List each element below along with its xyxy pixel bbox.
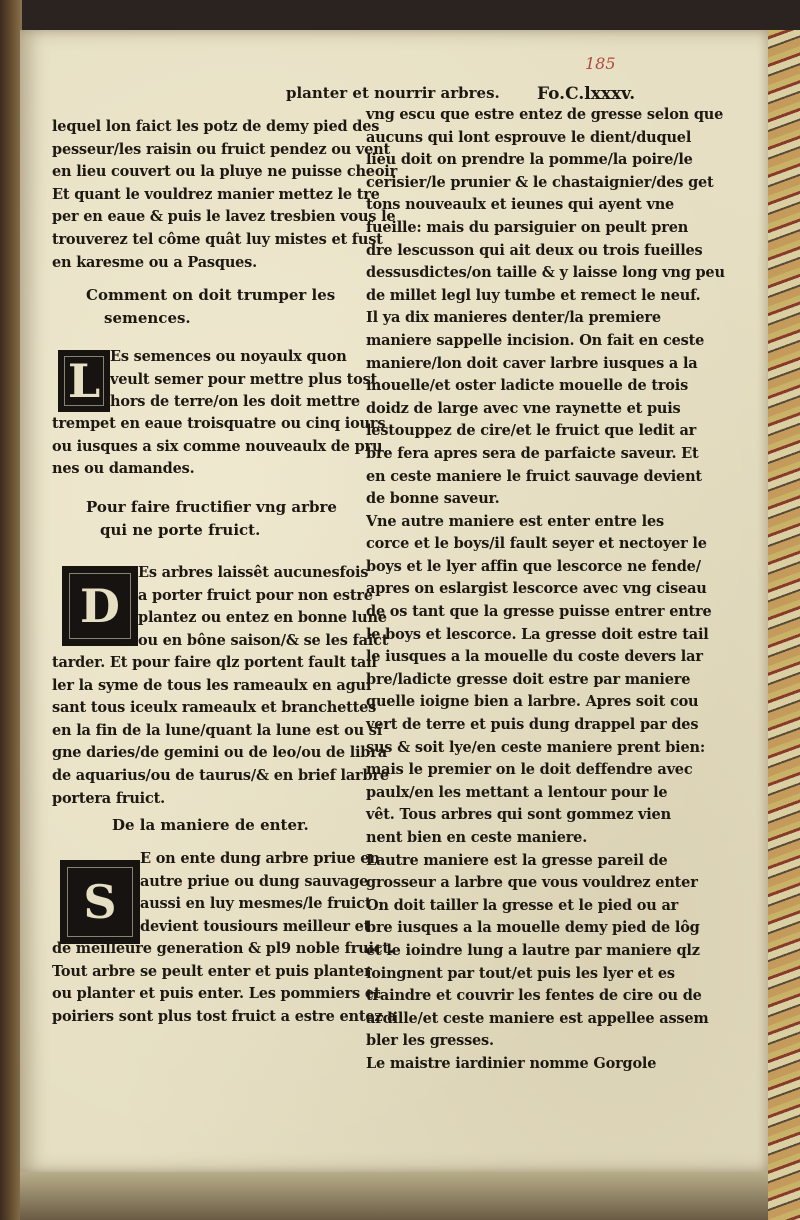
section-heading-trempe [86,284,335,329]
text-line: nent bien en ceste maniere. [366,829,588,846]
text-line: traindre et couvrir les fentes de cire ou de [366,987,702,1005]
text-line: doidz de large avec vne raynette et puis [366,399,681,417]
text-line: ler la syme de tous les rameaulx en agui [52,676,372,694]
text-line: E on ente dung arbre priue en [140,850,380,867]
text-line: lieu doit on prendre la pomme/la poire/le [366,151,693,169]
paragraph-semences-bottom [52,413,386,481]
initial-letter: L [67,354,101,408]
initial-ornament-frame [67,867,133,937]
text-line: bler les gresses. [366,1032,494,1050]
text-line: bre fera apres sera de parfaicte saveur. Et [366,444,699,462]
text-line: de meilleure generation & pl9 noble fruict. [52,940,394,957]
marbled-endpaper [768,30,800,1220]
text-line: trempet en eaue troisquatre ou cinq iours [52,415,386,432]
heading-line: qui ne porte fruict. [100,520,261,539]
decorated-initial-d [62,566,138,646]
text-line: mouelle/et oster ladicte mouelle de trois [366,377,689,395]
text-line: per en eaue & puis le lavez tresbien vous le [52,208,396,226]
text-line: plantez ou entez en bonne lune [138,609,387,627]
text-line: a porter fruict pour non estre [138,586,373,604]
text-line: ou en bône saison/& se les faict [138,631,389,649]
paragraph-semences-top [110,346,378,414]
text-line: boys et le lyer affin que lescorce ne fende/ [366,557,701,575]
text-line: en ceste maniere le fruict sauvage devient [366,467,702,485]
text-line: maniere sappelle incision. On fait en ceste [366,331,705,349]
page-number-annotation: 185 [585,54,616,73]
initial-letter: S [83,875,117,929]
text-line: aucuns qui lont esprouve le dient/duquel [366,128,692,146]
page-bottom-edge [20,1172,768,1220]
heading-line: Comment on doit trumper les [86,286,336,304]
text-line: dessusdictes/on taille & y laisse long vng peu [366,264,725,282]
text-line: Lautre maniere est la gresse pareil de [366,851,668,869]
text-line: autre priue ou dung sauvage [140,872,369,890]
text-line: dre lescusson qui ait deux ou trois fueilles [366,241,703,259]
left-intro-text [52,116,398,274]
text-line: Le maistre iardinier nomme Gorgole [366,1054,657,1072]
text-line: apres on eslargist lescorce avec vng ciseau [366,580,707,598]
paragraph-fructifier-bottom [52,652,389,810]
text-line: grosseur a larbre que vous vouldrez enter [366,874,698,892]
text-line: mais le premier on le doit deffendre avec [366,761,693,779]
text-line: Vne autre maniere est enter entre les [366,512,664,530]
text-line: poiriers sont plus tost fruict a estre entez a [52,1007,397,1025]
text-line: sant tous iceulx rameaulx et branchettes [52,699,377,717]
text-line: le boys et lescorce. La gresse doit estre tail [366,625,709,643]
text-line: ou planter et puis enter. Les pommiers et [52,985,381,1003]
top-margin-dark [0,0,800,30]
heading-line: Pour faire fructifier vng arbre [86,498,337,516]
text-line: de millet legl luy tumbe et remect le neuf. [366,286,701,304]
text-line: devient tousiours meilleur et [140,917,371,935]
text-line: bre/ladicte gresse doit estre par maniere [366,670,691,688]
text-line: pesseur/les raisin ou fruict pendez ou vent [52,140,391,158]
section-heading-fructifier [86,496,337,541]
text-line: maniere/lon doit caver larbre iusques a la [366,354,698,372]
text-line: de bonne saveur. [366,490,500,508]
section-heading-enter [112,814,309,837]
heading-line: semences. [104,308,191,327]
text-line: quelle ioigne bien a larbre. Apres soit cou [366,693,699,711]
text-line: vert de terre et puis dung drappel par des [366,716,699,734]
text-line: ardille/et ceste maniere est appellee assem [366,1009,709,1027]
text-line: aussi en luy mesmes/le fruict [140,895,372,913]
text-line: hors de terre/on les doit mettre [110,393,360,411]
right-column-text [366,104,725,1076]
text-line: ioingnent par tout/et puis les lyer et es [366,964,675,982]
text-line: Es arbres laissêt aucunesfois [138,564,369,581]
text-line: tons nouveaulx et ieunes qui ayent vne [366,196,675,214]
text-line: en lieu couvert ou la pluye ne puisse cheoir [52,163,398,181]
text-line: sus & soit lye/en ceste maniere prent bien: [366,738,705,756]
initial-letter: D [80,579,120,633]
decorated-initial-s [60,860,140,944]
initial-ornament-frame [69,573,131,639]
heading-line: De la maniere de enter. [112,816,309,834]
text-line: Il ya dix manieres denter/la premiere [366,309,661,327]
text-line: de os tant que la gresse puisse entrer entre [366,603,712,621]
text-line: vng escu que estre entez de gresse selon que [366,106,724,123]
text-line: corce et le boys/il fault seyer et nectoyer le [366,535,707,553]
text-line: paulx/en les mettant a lentour pour le [366,783,668,801]
text-line: de aquarius/ou de taurus/& en brief larbre [52,766,389,784]
folio-number: Fo.C.lxxxv. [537,84,636,104]
text-line: On doit tailler la gresse et le pied ou ar [366,896,679,914]
text-line: veult semer pour mettre plus tost [110,370,378,388]
paragraph-fructifier-top [138,562,389,652]
text-line: en karesme ou a Pasques. [52,253,257,271]
text-line: lequel lon faict les potz de demy pied des [52,118,380,135]
text-line: portera fruict. [52,789,165,807]
paragraph-enter-bottom [52,938,397,1028]
decorated-initial-l [58,350,110,412]
text-line: Tout arbre se peult enter et puis planter [52,962,372,980]
text-line: le iusques a la mouelle du coste devers lar [366,648,703,666]
text-line: ou iusques a six comme nouveaulx de pru [52,437,383,455]
text-line: gne daries/de gemini ou de leo/ou de libra [52,744,387,762]
paragraph-enter-top [140,848,380,938]
text-line: nes ou damandes. [52,460,195,478]
text-line: Es semences ou noyaulx quon [110,348,347,365]
text-line: lestouppez de cire/et le fruict que ledit ar [366,422,697,440]
text-line: cerisier/le prunier & le chastaignier/des get [366,173,714,191]
text-line: fueille: mais du parsiguier on peult pren [366,218,689,236]
initial-ornament-frame [64,356,104,406]
text-line: trouverez tel côme quât luy mistes et fust [52,230,383,248]
running-head: planter et nourrir arbres. [286,84,500,102]
text-line: et le ioindre lung a lautre par maniere qlz [366,941,700,959]
text-line: vêt. Tous arbres qui sont gommez vien [366,806,671,824]
text-line: Et quant le vouldrez manier mettez le tre [52,185,380,203]
text-line: en la fin de la lune/quant la lune est ou si [52,721,383,739]
text-line: bre iusques a la mouelle demy pied de lôg [366,919,700,937]
book-binding-left [0,0,22,1220]
text-line: tarder. Et pour faire qlz portent fault tail [52,654,377,671]
